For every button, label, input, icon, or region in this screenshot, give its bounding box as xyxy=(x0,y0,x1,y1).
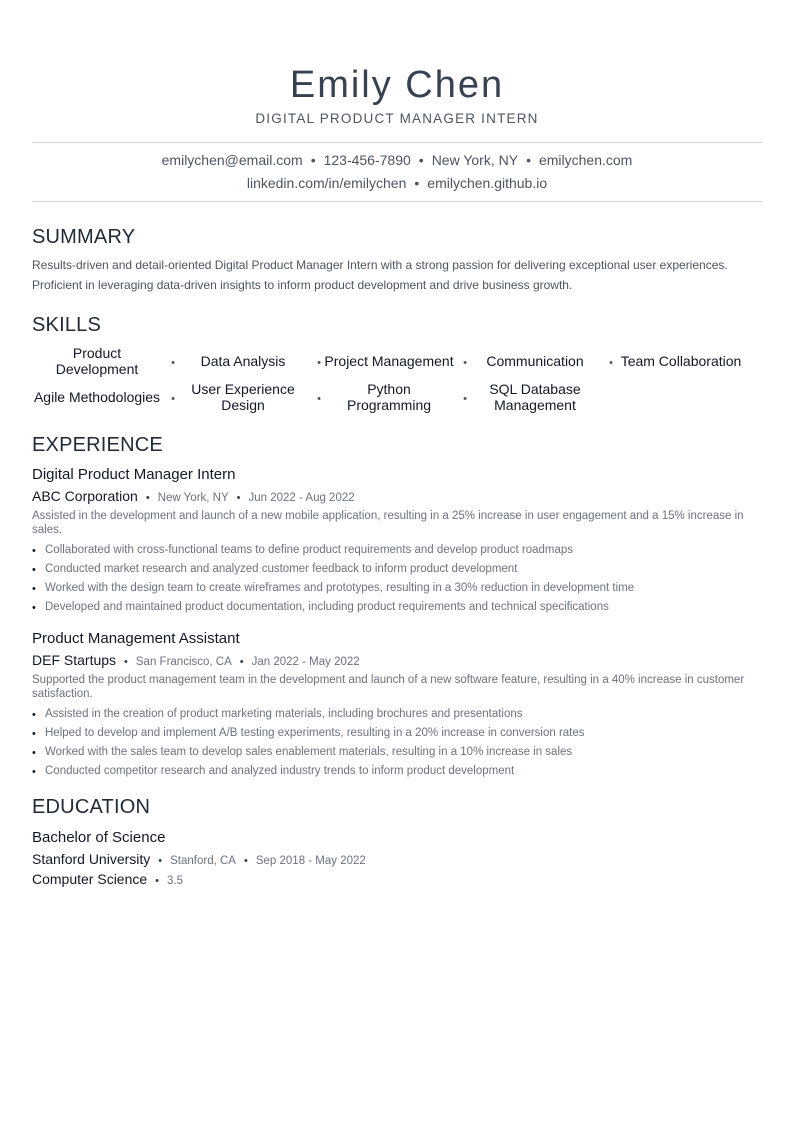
list-item: • Developed and maintained product documentation, including product requirements and technical specifications xyxy=(32,598,762,617)
job-bullets xyxy=(32,705,762,781)
job-bullets xyxy=(32,541,762,617)
contact-divider xyxy=(32,201,762,202)
skills-heading: SKILLS xyxy=(32,314,102,336)
list-item: • Helped to develop and implement A/B testing experiments, resulting in a 20% increase in conversion rates xyxy=(32,724,762,743)
job-company: ABC Corporation xyxy=(32,488,138,504)
contact-separator: • xyxy=(310,152,316,168)
contact-info xyxy=(32,149,762,195)
list-item: • Conducted market research and analyzed customer feedback to inform product development xyxy=(32,560,762,579)
contact-github[interactable]: emilychen.github.io xyxy=(427,175,548,191)
education-meta: Stanford University • Stanford, CA • Sep 2018 - May 2022 xyxy=(32,851,366,867)
list-item: • Collaborated with cross-functional teams to define product requirements and develop product roadmaps xyxy=(32,541,762,560)
summary-section xyxy=(32,226,762,295)
skill-item: Python Programming • xyxy=(346,381,467,413)
job-meta: ABC Corporation • New York, NY • Jun 2022 - Aug 2022 xyxy=(32,488,355,504)
skills-grid xyxy=(32,345,762,413)
skill-item: Communication • xyxy=(486,353,613,369)
job-entry xyxy=(32,466,762,617)
experience-heading: EXPERIENCE xyxy=(32,434,163,456)
school-location: Stanford, CA xyxy=(170,855,236,867)
job-location: San Francisco, CA xyxy=(135,656,232,668)
job-description: Supported the product management team in the development and launch of a new software feature, resulting in a 40% increase in customer satisfaction. xyxy=(32,674,745,700)
job-entry xyxy=(32,630,762,781)
job-company: DEF Startups xyxy=(32,652,117,668)
list-item: • Worked with the design team to create wireframes and prototypes, resulting in a 30% reduction in development time xyxy=(32,579,762,598)
experience-section xyxy=(32,434,762,781)
list-item: • Worked with the sales team to develop sales enablement materials, resulting in a 10% increase in sales xyxy=(32,743,762,762)
gpa: 3.5 xyxy=(167,875,184,887)
education-heading: EDUCATION xyxy=(32,796,151,818)
skill-item: Project Management • xyxy=(324,353,467,369)
skill-item: SQL Database Management xyxy=(489,381,581,413)
skill-item: Team Collaboration xyxy=(620,353,742,369)
job-dates: Jun 2022 - Aug 2022 xyxy=(248,492,355,504)
contact-separator: • xyxy=(414,175,420,191)
contact-location: New York, NY xyxy=(431,152,519,168)
header-divider xyxy=(32,142,762,143)
contact-phone[interactable]: 123-456-7890 xyxy=(323,152,411,168)
summary-heading: SUMMARY xyxy=(32,226,136,248)
contact-linkedin[interactable]: linkedin.com/in/emilychen xyxy=(246,175,407,191)
contact-email[interactable]: emilychen@email.com xyxy=(161,152,303,168)
education-section xyxy=(32,796,762,887)
list-item: • Assisted in the creation of product marketing materials, including brochures and presentations xyxy=(32,705,762,724)
job-dates: Jan 2022 - May 2022 xyxy=(251,656,360,668)
skill-item: Data Analysis • xyxy=(200,353,321,369)
contact-separator: • xyxy=(526,152,531,168)
job-title: Product Management Assistant xyxy=(32,630,240,647)
resume-header xyxy=(0,0,794,126)
job-location: New York, NY xyxy=(157,492,229,504)
summary-text: Results-driven and detail-oriented Digital Product Manager Intern with a strong passion for delivering exceptional user experiences. Proficient in leveraging data-driven insights to inform product development and drive business growth. xyxy=(32,258,728,292)
candidate-name: Emily Chen xyxy=(289,64,505,106)
list-item: • Conducted competitor research and analyzed industry trends to inform product development xyxy=(32,762,762,781)
education-field: Computer Science • 3.5 xyxy=(32,871,184,887)
skill-item: Product Development • xyxy=(55,345,175,377)
contact-website[interactable]: emilychen.com xyxy=(538,152,633,168)
education-dates: Sep 2018 - May 2022 xyxy=(255,855,366,867)
skill-item: Agile Methodologies • xyxy=(33,389,175,405)
contact-separator: • xyxy=(418,152,424,168)
school-name: Stanford University xyxy=(32,851,151,867)
field-of-study: Computer Science xyxy=(32,871,148,887)
job-meta: DEF Startups • San Francisco, CA • Jan 2022 - May 2022 xyxy=(32,652,360,668)
job-title: Digital Product Manager Intern xyxy=(32,466,236,483)
job-description: Assisted in the development and launch of a new mobile application, resulting in a 25% increase in user engagement and a 15% increase in sales. xyxy=(32,510,744,536)
skill-item: User Experience Design • xyxy=(191,381,321,413)
skills-section xyxy=(32,314,762,413)
degree: Bachelor of Science xyxy=(32,829,166,846)
candidate-title: DIGITAL PRODUCT MANAGER INTERN xyxy=(255,111,539,126)
